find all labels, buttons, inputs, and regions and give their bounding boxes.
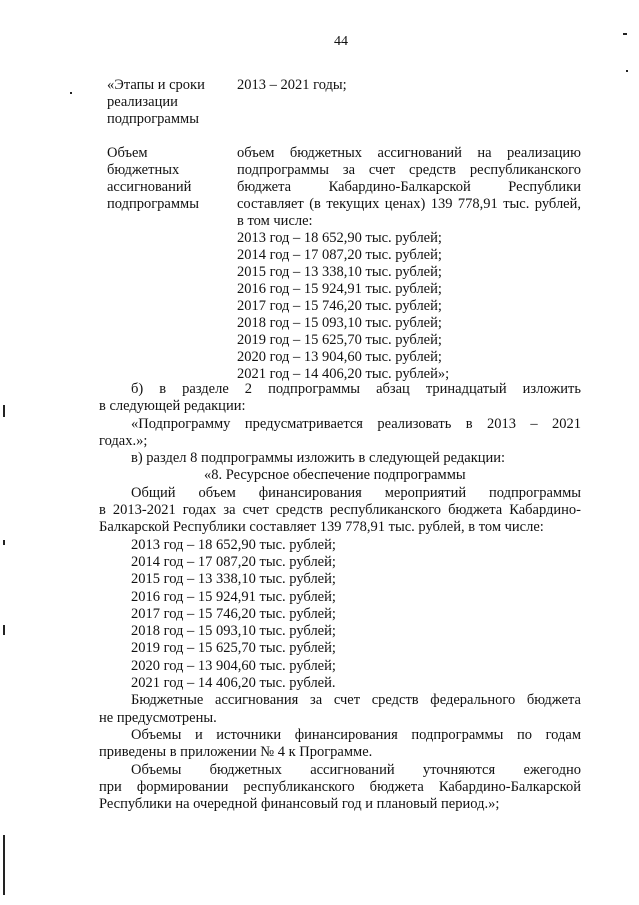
financing-text: Общий объем финансирования мероприятий подпрограммы	[131, 484, 581, 501]
year-line: 2015 год – 13 338,10 тыс. рублей;	[131, 571, 336, 588]
value-line: 2019 год – 15 625,70 тыс. рублей;	[237, 332, 442, 348]
value-line: бюджета Кабардино-Балкарской Республики	[237, 179, 581, 195]
value-line: 2020 год – 13 904,60 тыс. рублей;	[237, 349, 442, 365]
year-line: 2020 год – 13 904,60 тыс. рублей;	[131, 657, 336, 674]
item-b-text: в следующей редакции:	[99, 398, 246, 415]
financing-text: Балкарской Республики составляет 139 778,91 тыс. рублей, в том числе:	[99, 519, 544, 536]
value-line: подпрограммы за счет средств республиканского	[237, 162, 581, 178]
passport-label-budget	[107, 145, 225, 213]
value-line: 2013 – 2021 годы;	[237, 77, 347, 93]
scan-mark	[626, 70, 628, 72]
scan-mark	[3, 835, 5, 895]
scan-mark	[70, 92, 72, 94]
sources-text: Объемы и источники финансирования подпрограммы по годам	[131, 726, 581, 743]
amendment-body	[99, 381, 581, 813]
quote-text: годах.»;	[99, 432, 148, 449]
section-heading: «8. Ресурсное обеспечение подпрограммы	[204, 467, 466, 484]
value-line: 2018 год – 15 093,10 тыс. рублей;	[237, 315, 442, 331]
scan-mark	[3, 625, 5, 635]
value-line: 2015 год – 13 338,10 тыс. рублей;	[237, 264, 442, 280]
year-line: 2017 год – 15 746,20 тыс. рублей;	[131, 605, 336, 622]
value-line: 2021 год – 14 406,20 тыс. рублей»;	[237, 366, 450, 382]
year-line: 2014 год – 17 087,20 тыс. рублей;	[131, 553, 336, 570]
year-line: 2021 год – 14 406,20 тыс. рублей.	[131, 675, 336, 692]
year-line: 2019 год – 15 625,70 тыс. рублей;	[131, 640, 336, 657]
quote-text: «Подпрограмму предусматривается реализовать в 2013 – 2021	[131, 415, 581, 432]
value-line: объем бюджетных ассигнований на реализацию	[237, 145, 581, 161]
page-number: 44	[334, 34, 348, 49]
passport-row-budget	[107, 145, 581, 385]
scan-mark	[623, 33, 627, 35]
annual-text: при формировании республиканского бюджета Кабардино-Балкарской	[99, 778, 581, 795]
label-line: подпрограммы	[107, 196, 199, 212]
label-line: ассигнований	[107, 179, 192, 195]
value-line: 2013 год – 18 652,90 тыс. рублей;	[237, 230, 442, 246]
annual-text: Республики на очередной финансовый год и плановый период.»;	[99, 796, 500, 813]
scan-mark	[3, 540, 5, 545]
label-line: подпрограммы	[107, 111, 199, 127]
scan-mark	[3, 405, 5, 417]
year-line: 2013 год – 18 652,90 тыс. рублей;	[131, 536, 336, 553]
passport-value-stages	[237, 77, 581, 94]
federal-text: не предусмотрены.	[99, 709, 217, 726]
item-v-text: в) раздел 8 подпрограммы изложить в следующей редакции:	[131, 450, 506, 467]
label-line: реализации	[107, 94, 178, 110]
value-line: составляет (в текущих ценах) 139 778,91 тыс. рублей,	[237, 196, 581, 212]
passport-row-stages	[107, 77, 581, 129]
label-line: «Этапы и сроки	[107, 77, 205, 93]
value-line: 2017 год – 15 746,20 тыс. рублей;	[237, 298, 442, 314]
financing-text: в 2013-2021 годах за счет средств республиканского бюджета Кабардино-	[99, 502, 581, 519]
passport-label-stages	[107, 77, 225, 128]
federal-text: Бюджетные ассигнования за счет средств федерального бюджета	[131, 692, 581, 709]
value-line: 2014 год – 17 087,20 тыс. рублей;	[237, 247, 442, 263]
label-line: Объем	[107, 145, 148, 161]
passport-value-budget	[237, 145, 581, 383]
year-line: 2016 год – 15 924,91 тыс. рублей;	[131, 588, 336, 605]
year-line: 2018 год – 15 093,10 тыс. рублей;	[131, 623, 336, 640]
value-line: в том числе:	[237, 213, 313, 229]
label-line: бюджетных	[107, 162, 180, 178]
sources-text: приведены в приложении № 4 к Программе.	[99, 744, 373, 761]
item-b-text: б) в разделе 2 подпрограммы абзац тринадцатый изложить	[131, 381, 581, 397]
annual-text: Объемы бюджетных ассигнований уточняются ежегодно	[131, 761, 581, 778]
value-line: 2016 год – 15 924,91 тыс. рублей;	[237, 281, 442, 297]
